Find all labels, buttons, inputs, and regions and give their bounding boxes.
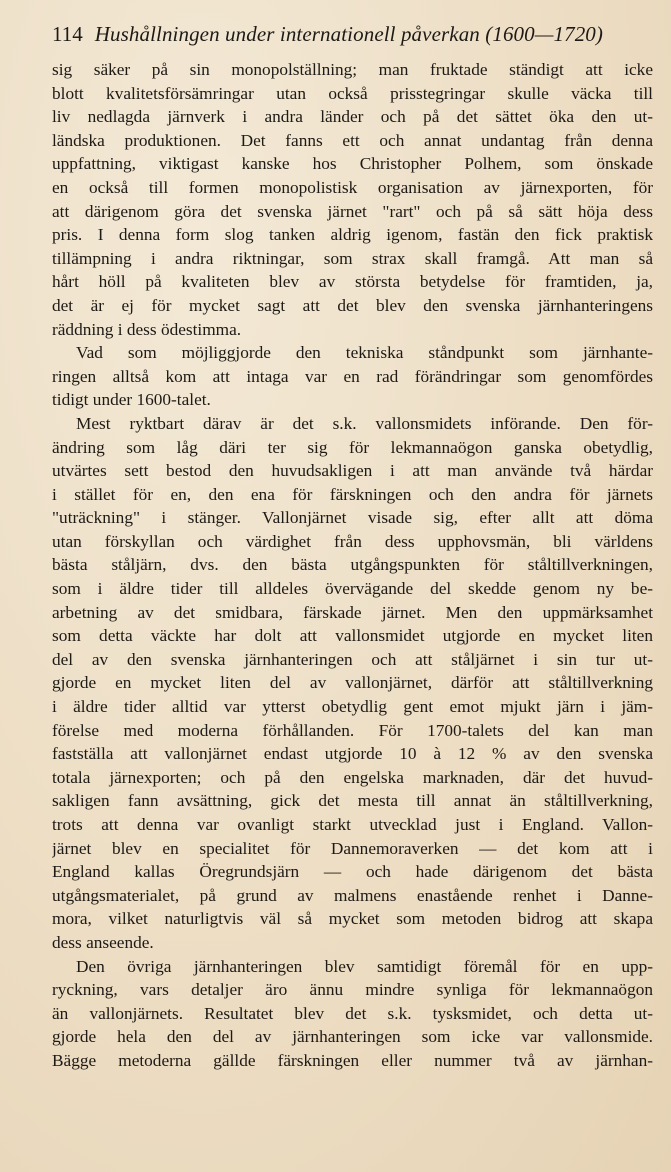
- text-line: som i äldre tider till alldeles övervägande del skedde genom ny be-: [52, 579, 653, 599]
- text-line: ringen alltså kom att intaga var en rad förändringar som genomfördes: [52, 366, 653, 386]
- text-line: i äldre tider alltid var ytterst obetydlig gent emot mjukt järn i jäm-: [52, 697, 653, 717]
- text-line: arbetning av det smidbara, färskade järnet. Men den uppmärksamhet: [52, 602, 653, 622]
- text-line: England kallas Öregrundsjärn — och hade därigenom det bästa: [52, 862, 653, 882]
- text-line: räddning i dess ödestimma.: [52, 319, 242, 339]
- paragraph: [52, 412, 653, 955]
- text-line: dess anseende.: [52, 932, 154, 952]
- text-line: fastställa att vallonjärnet endast utgjorde 10 à 12 % av den svenska: [52, 744, 653, 764]
- text-line: i stället för en, den ena för färskningen och den andra för järnets: [52, 484, 653, 504]
- text-line: mora, vilket naturligtvis väl så mycket som metoden bidrog att skapa: [52, 909, 653, 929]
- text-line: ryckning, vars detaljer äro ännu mindre synliga för lekmannaögon: [52, 980, 653, 1000]
- text-line: tillämpning i andra riktningar, som strax skall framgå. Att man så: [52, 248, 653, 268]
- text-line: sig säker på sin monopolställning; man fruktade ständigt att icke: [52, 60, 653, 79]
- text-line: Bägge metoderna gällde färskningen eller nummer två av järnhan-: [52, 1050, 653, 1070]
- text-line: Den övriga järnhanteringen blev samtidigt föremål för en upp-: [76, 956, 653, 976]
- text-line: gjorde hela den del av järnhanteringen som icke var vallonsmide.: [52, 1027, 653, 1047]
- text-line: ändring som låg däri ter sig för lekmannaögon ganska obetydlig,: [52, 437, 653, 457]
- text-line: utvärtes sett bestod den huvudsakligen i att man använde två härdar: [52, 461, 653, 481]
- text-line: trots att denna var ovanligt starkt utvecklad just i England. Vallon-: [52, 815, 653, 834]
- text-line: Mest ryktbart därav är det s.k. vallonsmidets införande. Den för-: [76, 413, 653, 433]
- paragraph: [52, 58, 653, 341]
- text-line: det är ej för mycket sagt att det blev den svenska järnhanteringens: [52, 295, 653, 315]
- text-line: sakligen fann avsättning, gick det mesta till annat än ståltillverkning,: [52, 791, 653, 811]
- text-line: ländska produktionen. Det fanns ett och annat undantag från denna: [52, 130, 653, 150]
- text-line: en också till formen monopolistisk organisation av järnexporten, för: [52, 177, 653, 197]
- text-line: Vad som möjliggjorde den tekniska ståndpunkt som järnhante-: [76, 343, 653, 363]
- text-line: totala järnexporten; och på den engelska marknaden, där det huvud-: [52, 767, 653, 787]
- text-line: blott kvalitetsförsämringar utan också prisstegringar skulle väcka till: [52, 83, 653, 103]
- text-line: gjorde en mycket liten del av vallonjärnet, därför att ståltillverkning: [52, 673, 653, 693]
- page-header: [52, 22, 653, 56]
- paragraph: [52, 955, 653, 1073]
- text-line: uppfattning, viktigast kanske hos Christopher Polhem, som önskade: [52, 154, 653, 174]
- text-line: än vallonjärnets. Resultatet blev det s.k. tysksmidet, och detta ut-: [52, 1003, 653, 1023]
- text-line: att därigenom göra det svenska järnet "rart" och på så sätt höja dess: [52, 201, 653, 221]
- running-head: Hushållningen under internationell påverkan (1600—1720): [94, 22, 604, 46]
- text-line: utgångsmaterialet, på grund av malmens enastående renhet i Danne-: [52, 885, 653, 905]
- page-number: 114: [52, 22, 83, 46]
- text-line: "uträckning" i stänger. Vallonjärnet visade sig, efter allt att döma: [52, 508, 653, 528]
- text-line: förelse med moderna förhållanden. För 1700-talets del kan man: [52, 720, 653, 740]
- text-line: hårt höll på kvaliteten blev av största betydelse för framtiden, ja,: [52, 272, 653, 292]
- text-line: järnet blev en specialitet för Dannemoraverken — det kom att i: [52, 838, 653, 858]
- text-line: bästa ståljärn, dvs. den bästa utgångspunkten för ståltillverkningen,: [52, 555, 653, 575]
- text-line: tidigt under 1600-talet.: [52, 390, 211, 410]
- body-text: [52, 58, 653, 1073]
- text-line: del av den svenska järnhanteringen och att ståljärnet i sin tur ut-: [52, 649, 653, 669]
- text-line: som detta väckte har dolt att vallonsmidet utgjorde en mycket liten: [52, 626, 653, 646]
- text-line: utan förskyllan och värdighet från dess upphovsmän, bli världens: [52, 531, 653, 551]
- text-line: pris. I denna form slog tanken aldrig igenom, fastän den fick praktisk: [52, 225, 653, 245]
- paragraph: [52, 341, 653, 412]
- text-line: liv nedlagda järnverk i andra länder och på det sättet öka den ut-: [52, 107, 653, 127]
